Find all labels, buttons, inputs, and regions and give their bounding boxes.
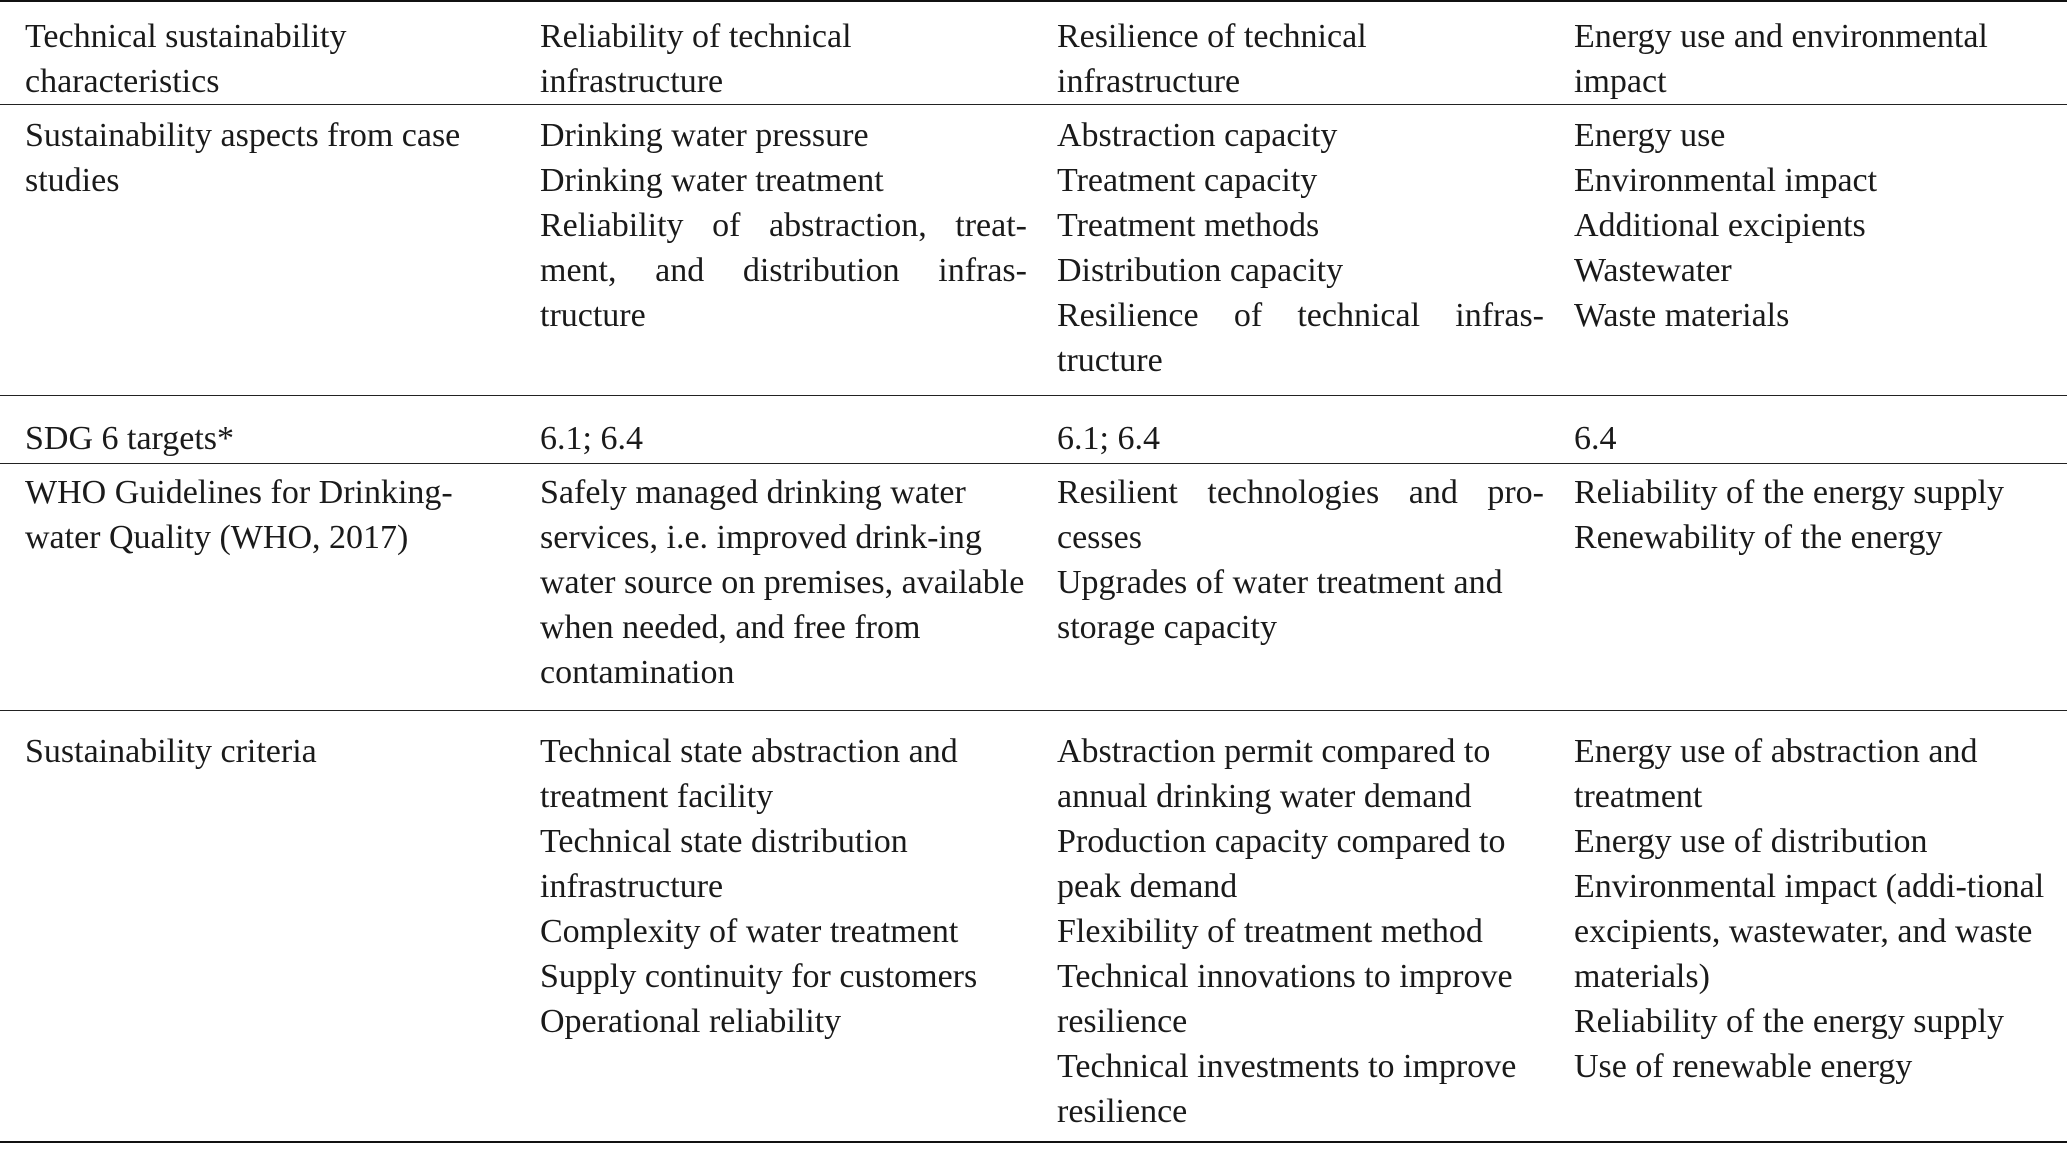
who-resilience-cell: [1057, 464, 1574, 711]
list-item: Resilience of technical infras-tructure: [1057, 297, 1544, 379]
sdg-resilience-value: 6.1; 6.4: [1057, 420, 1160, 457]
list-item: Technical investments to improve resilience: [1057, 1048, 1517, 1130]
list-item: Environmental impact (addi-tional excipients, wastewater, and waste materials): [1574, 868, 2045, 995]
who-energy-cell: [1574, 464, 2067, 711]
list-item: Treatment capacity: [1057, 162, 1318, 199]
sdg-reliability-value: 6.1; 6.4: [540, 420, 643, 457]
list-item: Abstraction capacity: [1057, 117, 1338, 154]
header-energy: Energy use and environmental impact: [1574, 18, 1988, 100]
list-item: Wastewater: [1574, 252, 1732, 289]
list-item: Renewability of the energy: [1574, 519, 1943, 556]
aspects-energy-cell: [1574, 105, 2067, 396]
who-label: WHO Guidelines for Drinking-water Quality (WHO, 2017): [25, 474, 453, 556]
sdg-label: SDG 6 targets*: [25, 420, 235, 457]
sdg-resilience-cell: [1057, 396, 1574, 464]
list-item: Distribution capacity: [1057, 252, 1344, 289]
criteria-row: [0, 711, 2067, 1142]
list-item: Upgrades of water treatment and storage capacity: [1057, 564, 1503, 646]
aspects-reliability-cell: [540, 105, 1057, 396]
who-reliability-cell: [540, 464, 1057, 711]
criteria-resilience-cell: [1057, 711, 1574, 1142]
header-label-cell: [0, 1, 540, 105]
list-item: Technical state distribution infrastructure: [540, 823, 908, 905]
list-item: Energy use of distribution: [1574, 823, 1928, 860]
criteria-label: Sustainability criteria: [25, 733, 317, 770]
aspects-label: Sustainability aspects from case studies: [25, 117, 461, 199]
list-item: Drinking water pressure: [540, 117, 869, 154]
who-label-cell: [0, 464, 540, 711]
list-item: Flexibility of treatment method: [1057, 913, 1483, 950]
criteria-energy-cell: [1574, 711, 2067, 1142]
sdg-label-cell: [0, 396, 540, 464]
list-item: Abstraction permit compared to annual drinking water demand: [1057, 733, 1491, 815]
list-item: Technical innovations to improve resilience: [1057, 958, 1513, 1040]
list-item: Reliability of abstraction, treat-ment, and distribution infras-tructure: [540, 207, 1027, 334]
who-row: [0, 464, 2067, 711]
list-item: Use of renewable energy: [1574, 1048, 1913, 1085]
list-item: Resilient technologies and pro-cesses: [1057, 474, 1544, 556]
list-item: Supply continuity for customers: [540, 958, 978, 995]
header-label: Technical sustainability characteristics: [25, 18, 347, 100]
list-item: Additional excipients: [1574, 207, 1866, 244]
sdg-reliability-cell: [540, 396, 1057, 464]
aspects-label-cell: [0, 105, 540, 396]
who-reliability-text: Safely managed drinking water services, i.e. improved drink-ing water source on premises, available when needed, and free from contamination: [540, 474, 1025, 691]
list-item: Reliability of the energy supply: [1574, 474, 2004, 511]
criteria-label-cell: [0, 711, 540, 1142]
list-item: Energy use of abstraction and treatment: [1574, 733, 1978, 815]
header-row: [0, 1, 2067, 105]
sdg-energy-cell: [1574, 396, 2067, 464]
header-reliability: Reliability of technical infrastructure: [540, 18, 852, 100]
list-item: Environmental impact: [1574, 162, 1878, 199]
list-item: Treatment methods: [1057, 207, 1320, 244]
criteria-reliability-cell: [540, 711, 1057, 1142]
header-resilience: Resilience of technical infrastructure: [1057, 18, 1367, 100]
list-item: Technical state abstraction and treatment facility: [540, 733, 958, 815]
list-item: Reliability of the energy supply: [1574, 1003, 2004, 1040]
sdg-row: [0, 396, 2067, 464]
list-item: Energy use: [1574, 117, 1726, 154]
aspects-resilience-cell: [1057, 105, 1574, 396]
sdg-energy-value: 6.4: [1574, 420, 1617, 457]
list-item: Waste materials: [1574, 297, 1790, 334]
aspects-row: [0, 105, 2067, 396]
list-item: Production capacity compared to peak demand: [1057, 823, 1506, 905]
header-energy-cell: [1574, 1, 2067, 105]
list-item: Drinking water treatment: [540, 162, 884, 199]
header-reliability-cell: [540, 1, 1057, 105]
list-item: Complexity of water treatment: [540, 913, 959, 950]
list-item: Operational reliability: [540, 1003, 842, 1040]
header-resilience-cell: [1057, 1, 1574, 105]
